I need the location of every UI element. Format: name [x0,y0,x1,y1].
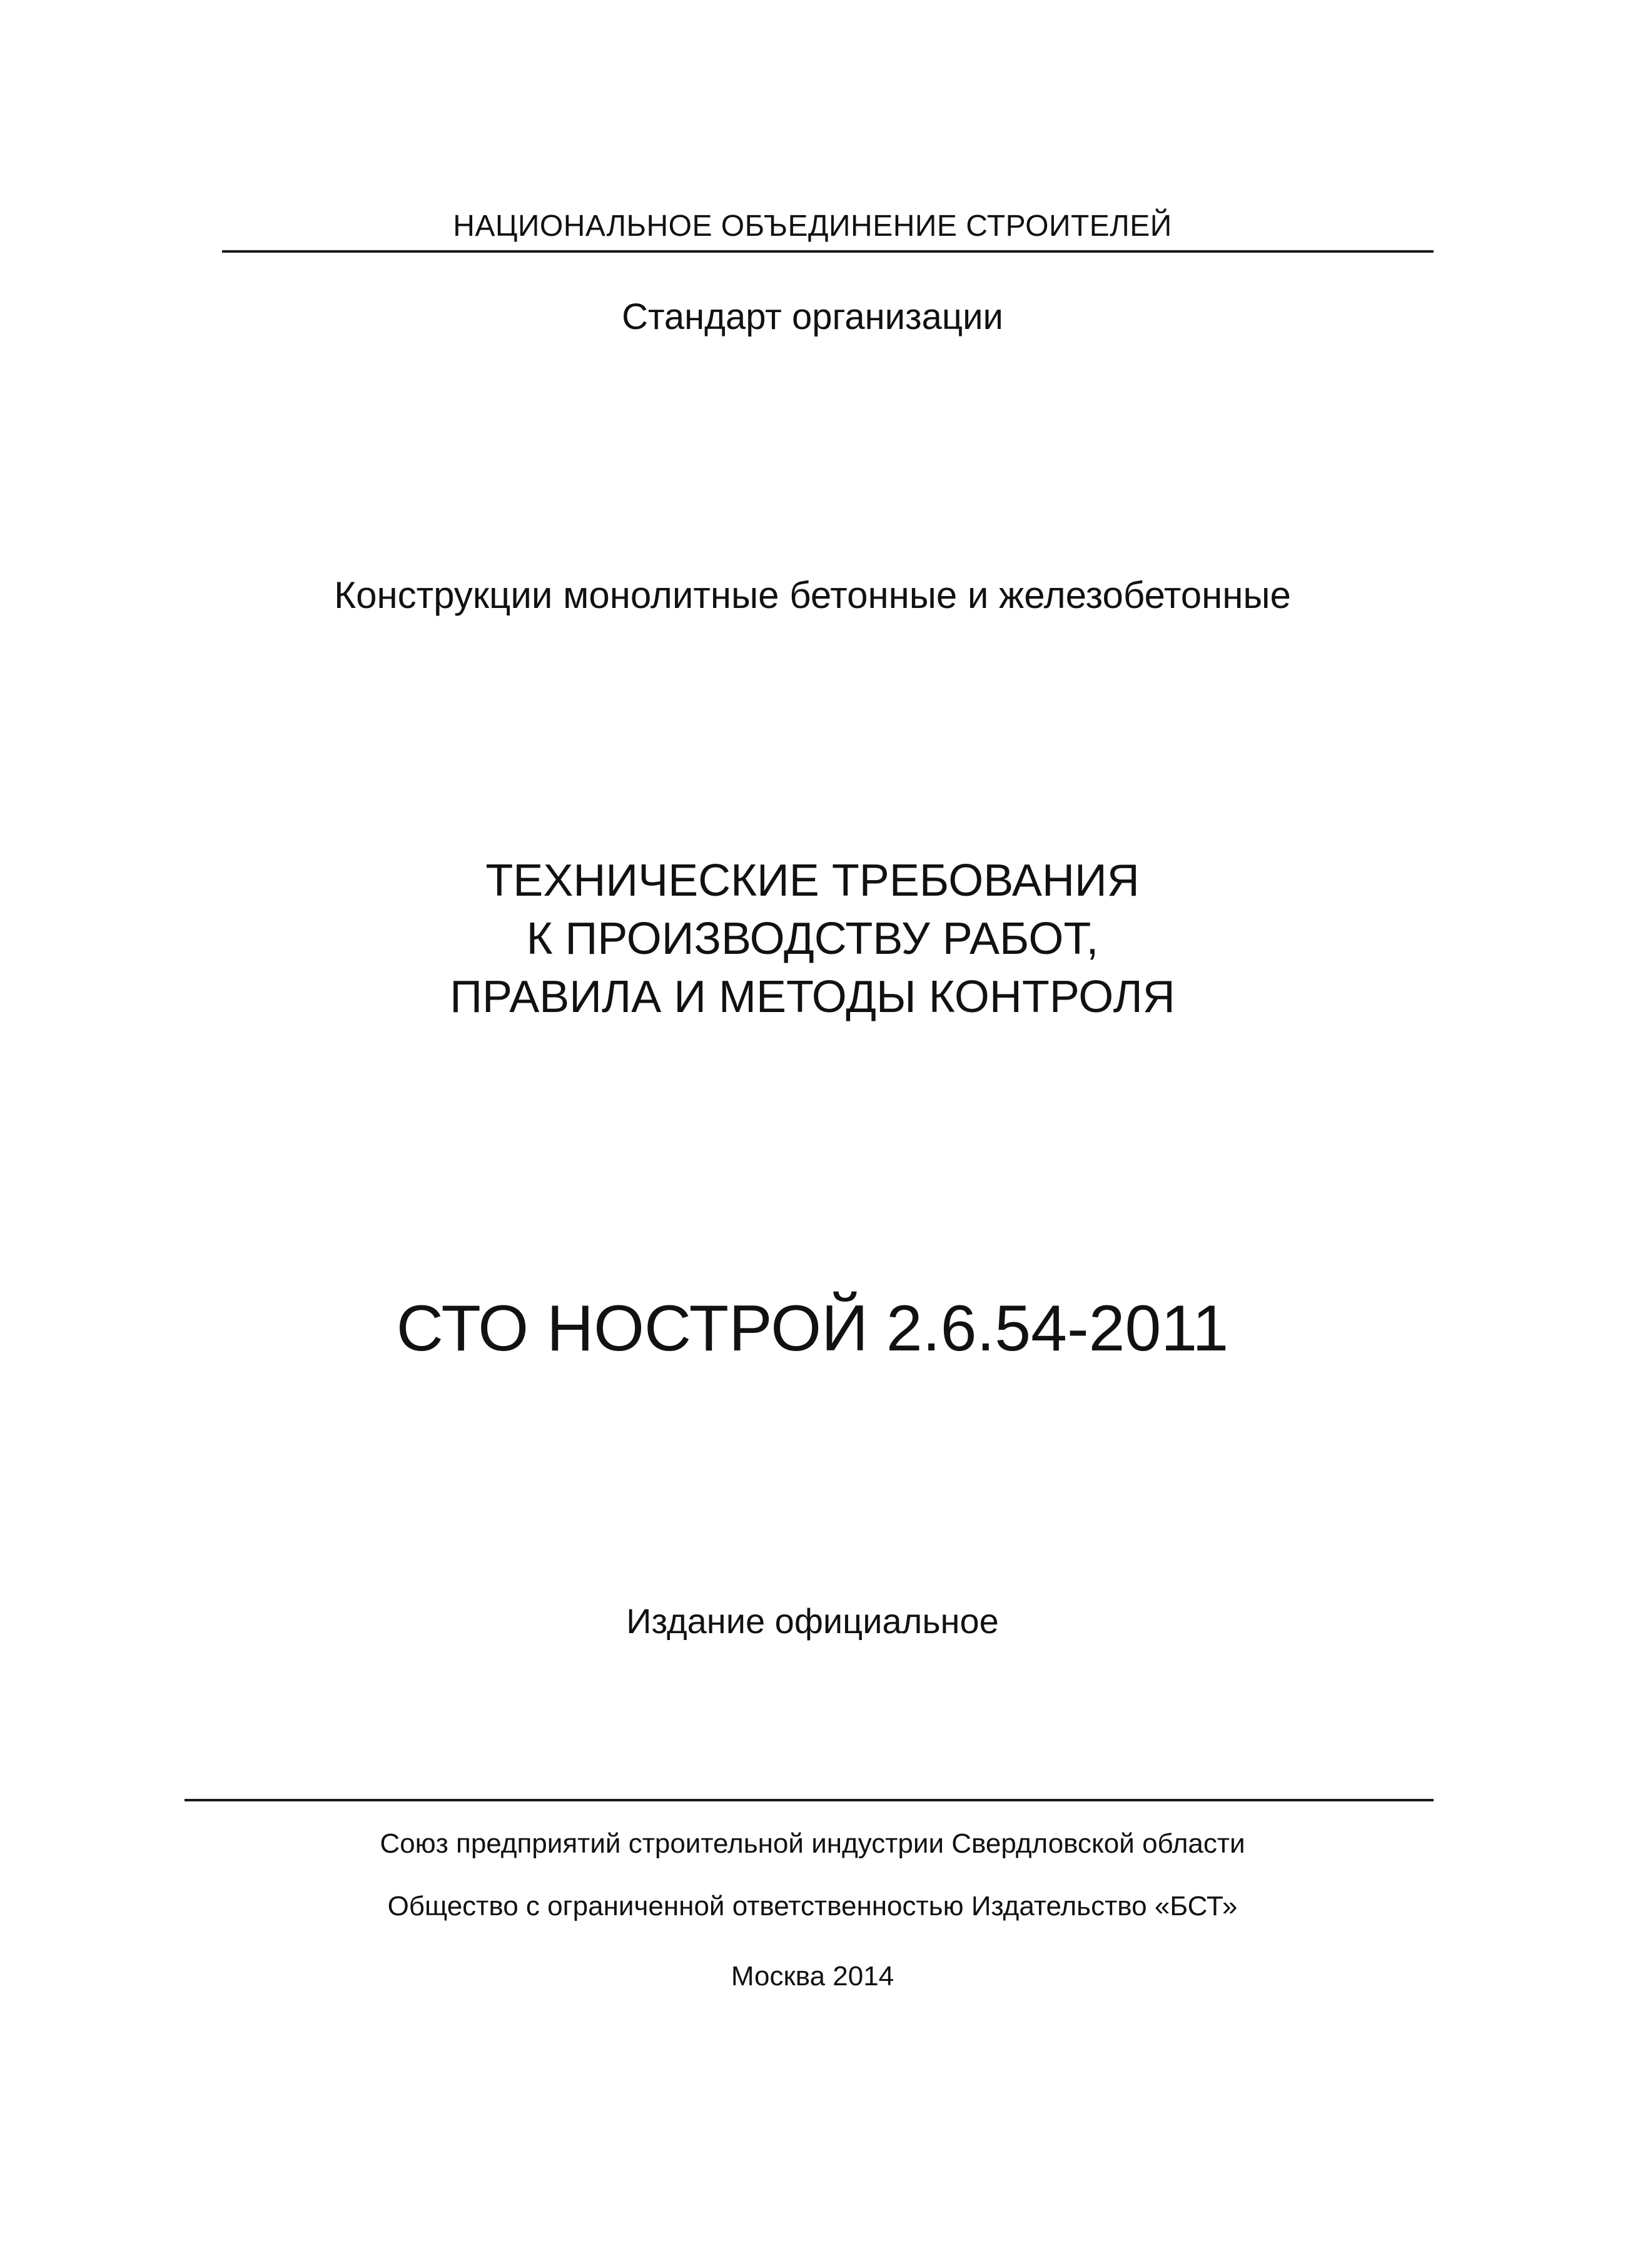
title-line: ТЕХНИЧЕСКИЕ ТРЕБОВАНИЯ [485,856,1140,906]
publisher-line: Общество с ограниченной ответственностью Издательство «БСТ» [387,1891,1238,1921]
title-line: ПРАВИЛА И МЕТОДЫ КОНТРОЛЯ [450,972,1175,1022]
document-kind: Стандарт организации [622,296,1003,337]
organization-name: НАЦИОНАЛЬНОЕ ОБЪЕДИНЕНИЕ СТРОИТЕЛЕЙ [453,210,1172,243]
publisher-line: Союз предприятий строительной индустрии Свердловской области [380,1828,1245,1859]
edition-note: Издание официальное [626,1601,999,1641]
document-subject: Конструкции монолитные бетонные и железобетонные [334,574,1291,616]
standard-designation: СТО НОСТРОЙ 2.6.54-2011 [396,1292,1229,1365]
city-year: Москва 2014 [731,1961,894,1992]
header-divider [222,250,1434,253]
document-title [0,852,1625,1026]
title-line: К ПРОИЗВОДСТВУ РАБОТ, [526,914,1099,964]
footer-divider [185,1799,1434,1801]
